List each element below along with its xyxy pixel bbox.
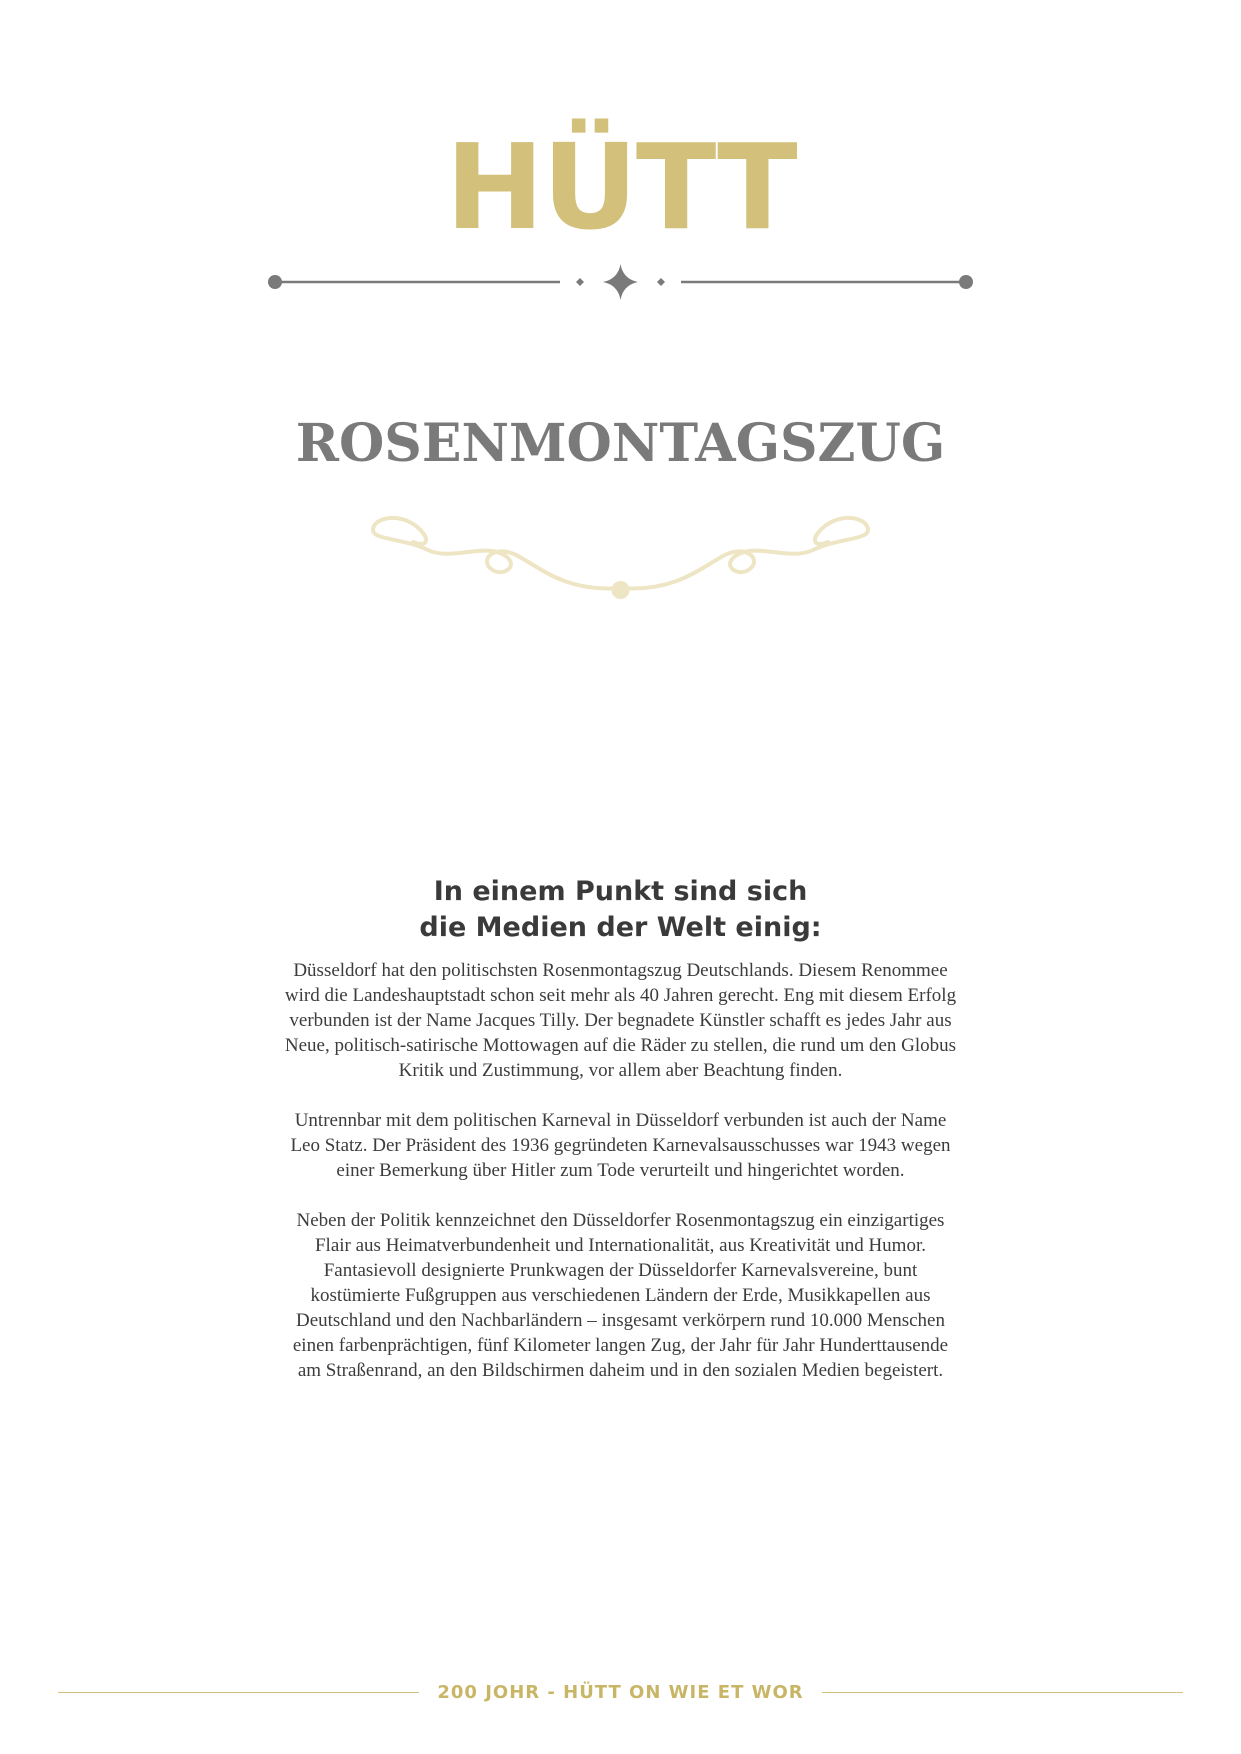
flourish-swirl-right [621,518,868,589]
flourish-ornament [368,510,873,602]
footer-text: 200 JOHR - HÜTT ON WIE ET WOR [437,1681,804,1703]
chapter-title: ROSENMONTAGSZUG [295,413,946,474]
divider-ornament [268,262,973,302]
article-heading [280,874,961,946]
article-heading-line-2: die Medien der Welt einig: [419,912,822,943]
article-paragraph: Neben der Politik kennzeichnet den Düsseldorfer Rosenmontagszug ein einzigartiges Flair aus Heimatverbundenheit und Internationalität, aus Kreativität und Humor. Fantasievoll designierte Prunkwagen der Düsseldorfer Karnevalsvereine, bunt kostümierte Fußgruppen aus verschiedenen Ländern der Erde, Musikkapellen aus Deutschland und den Nachbarländern – insgesamt verkörpern rund 10.000 Menschen einen farbenprächtigen, fünf Kilometer langen Zug, der Jahr für Jahr Hunderttausende am Straßenrand, an den Bildschirmen daheim und in den sozialen Medien begeistert. [292,1210,949,1381]
article-paragraph: Untrennbar mit dem politischen Karneval in Düsseldorf verbunden ist auch der Name Leo Statz. Der Präsident des 1936 gegründeten Karnevalsausschusses war 1943 wegen einer Bemerkung über Hitler zum Tode verurteilt und hingerichtet worden. [290,1110,951,1181]
article [280,874,961,1408]
ornament-star-small-right [657,278,665,286]
footer-rule-left [58,1692,419,1693]
flourish-center-dot [612,581,630,599]
footer-rule-right [822,1692,1183,1693]
brand-logo: HÜTT [445,118,796,256]
article-heading-line-1: In einem Punkt sind sich [433,876,808,907]
ornament-star-center [603,264,638,300]
flourish-swirl-left [373,518,620,589]
page-footer [58,1680,1183,1704]
ornament-star-small-left [576,278,584,286]
ornament-dot-right [959,275,973,289]
article-paragraph: Düsseldorf hat den politischsten Rosenmontagszug Deutschlands. Diesem Renommee wird die Landeshauptstadt schon seit mehr als 40 Jahren gerecht. Eng mit diesem Erfolg verbunden ist der Name Jacques Tilly. Der begnadete Künstler schafft es jedes Jahr aus Neue, politisch-satirische Mottowagen auf die Räder zu stellen, die rund um den Globus Kritik und Zustimmung, vor allem aber Beachtung finden. [284,960,957,1081]
